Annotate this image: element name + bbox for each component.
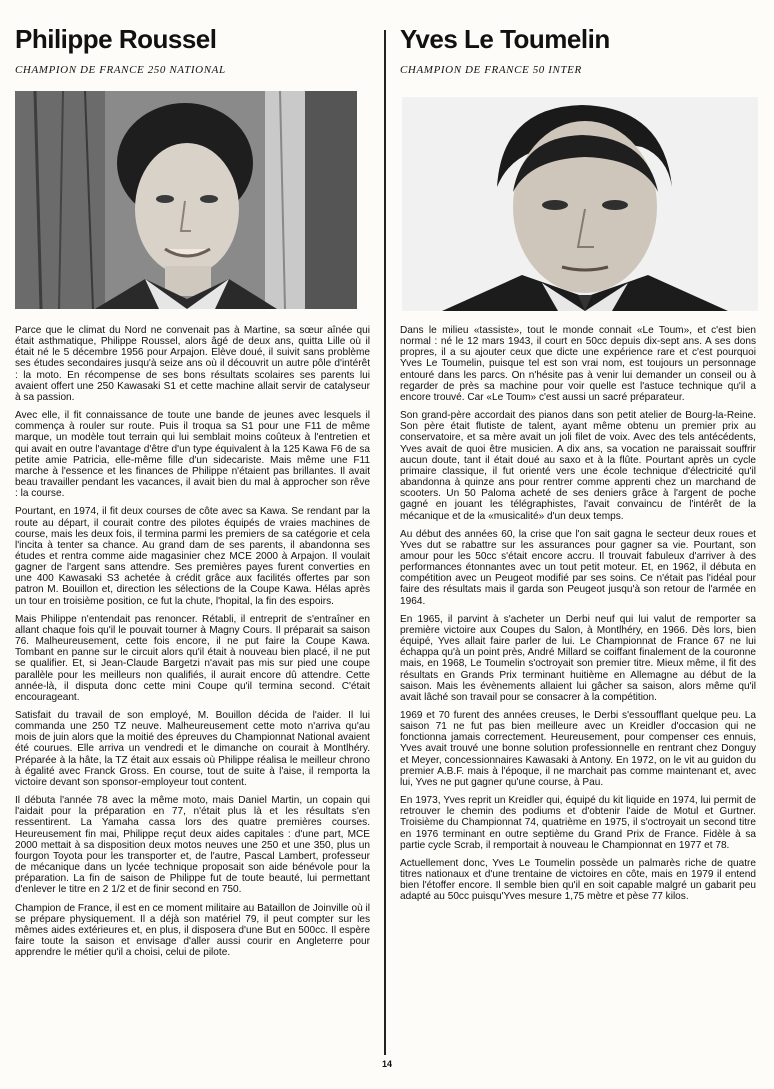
article-body <box>15 325 370 965</box>
paragraph: 1969 et 70 furent des années creuses, le Derbi s'essoufflant quelque peu. La saison 71 ne fut pas bien meilleure avec un Kreidler d'occasion qui ne fonctionna jamais correctement. Heureusement, pour compenser ces ennuis, Yves avait trouvé une bonne solution professionnelle en rentrant chez Donguy et Meyer, concessionnaires Kawasaki à Antony. En 1972, on le vit au guidon du premier A.B.F. mais à l'époque, il ne marchait pas comme maintenant et, avec lui, Yves ne put gagner qu'une course, à Pau. <box>400 710 756 788</box>
portrait-photo <box>402 97 758 311</box>
paragraph: Actuellement donc, Yves Le Toumelin possède un palmarès riche de quatre titres nationaux et d'une trentaine de victoires en côte, mais en 1979 il entend bien l'étoffer encore. Il semble bien qu'il en soit capable malgré un gabarit peu adapté au 50cc puisqu'Yves mesure 1,75 mètre et pèse 77 kilos. <box>400 857 756 903</box>
paragraph: Satisfait du travail de son employé, M. Bouillon décida de l'aider. Il lui commanda une 250 TZ neuve. Malheureusement cette moto n'arriva qu'au mois de juin alors que la moitié des épreuves du Championnat National avaient été courues. Elle arriva un vendredi et le dimanche on courait à Montlhéry. Préparée à la hâte, la TZ était aux essais où Philippe réalisa le meilleur chrono à égalité avec Franck Gross. En course, tout de suite à l'aise, il remporta la victoire devant son sponsor-employeur tout content. <box>15 710 370 788</box>
article-body <box>400 325 756 910</box>
paragraph: Avec elle, il fit connaissance de toute une bande de jeunes avec lesquels il commença à rouler sur route. Puis il troqua sa S1 pour une F11 de même marque, un modèle tout terrain qui lui semblait moins coûteux à l'entretien et qui avait en outre l'avantage d'être d'un type équivalent à la 125 Kawa F6 de sa petite amie Patricia, elle-même fille d'un sidecariste. Mais même une F11 marche à l'essence et les finances de Philippe n'étaient pas brillantes. Il avait beau travailler pendant les vacances, il avait bien du mal à approcher son rêve : la course. <box>15 410 370 500</box>
paragraph: Il débuta l'année 78 avec la même moto, mais Daniel Martin, un copain qui l'aidait pour la préparation en 77, n'était plus là et les résultats s'en ressentirent. La Yamaha cassa lors des quatre premières courses. Heureusement fin mai, Philippe reçut deux aides capitales : d'une part, MCE 2000 mettait à sa disposition deux motos neuves une 250 et une 350, plus un fourgon Toyota pour les transporter et, de l'autre, Pascal Lambert, professeur de mécanique dans un lycée technique proposait son aide bénévole pour la préparation. La fin de saison de Philippe fut de toute beauté, lui permettant d'enlever le titre en 2 1/2 et de finir second en 750. <box>15 795 370 896</box>
article-title: Yves Le Toumelin <box>400 24 610 54</box>
article-title: Philippe Roussel <box>15 24 217 54</box>
article-subtitle: CHAMPION DE FRANCE 50 INTER <box>400 64 582 76</box>
paragraph: Champion de France, il est en ce moment militaire au Bataillon de Joinville où il se prépare physiquement. Il a déjà son matériel 79, il peut compter sur les mêmes aides extérieures et, en plus, il disposera d'une But en 500cc. Il espère faire toute la saison et envisage d'aller aussi courir en Angleterre pour apprendre le métier qu'il a choisi, celui de pilote. <box>15 902 370 959</box>
paragraph: Son grand-père accordait des pianos dans son petit atelier de Bourg-la-Reine. Son père était flutiste de talent, ayant même obtenu un premier prix au conservatoire, et sa mère avait un joli filet de voix. Avec des tels antécédents, Yves avait de quoi être musicien. A dix ans, sa vocation ne paraissait souffrir aucun doute, tant il était doué au saxo et à la flûte. Pourtant après un cycle primaire classique, il fut orienté vers une école technique d'électricité qu'il abandonna à quinze ans pour rentrer comme apprenti chez un marchand de scooters. Un 50 Paloma acheté de ses deniers grâce à l'argent de poche gagné en jouant les télégraphistes, l'avait convaincu de l'intérêt de la mécanique et de la «musicalité» d'un deux temps. <box>400 410 756 522</box>
paragraph: Parce que le climat du Nord ne convenait pas à Martine, sa sœur aînée qui était asthmatique, Philippe Roussel, alors âgé de deux ans, quitta Lille où il était né le 5 décembre 1956 pour Arpajon. Elève doué, il suivit sans problème ses études secondaires jusqu'à seize ans où il découvrit un autre pôle d'intérêt : la moto. En récompense de ses bons résultats scolaires ses parents lui avaient offert une 250 Kawasaki S1 et cette machine allait servir de catalyseur à sa passion. <box>15 325 370 403</box>
portrait-photo <box>15 91 357 309</box>
column-divider <box>384 30 386 1055</box>
page-number: 14 <box>381 1059 392 1069</box>
paragraph: Mais Philippe n'entendait pas renoncer. Rétabli, il entreprit de s'entraîner en allant chaque fois qu'il le pouvait tourner à Magny Cours. Il préparait sa saison 76. Malheureusement, cette fois encore, il ne put faire la Coupe Kawa. Tombant en panne sur le circuit alors qu'il était à nouveau bien placé, il ne put se qualifier. Et, si Jean-Claude Bargetzi n'avait pas mis sur pied une coupe parallèle pour les meilleurs non qualifiés, il aurait encore dû attendre. Cette année-là, il disputa donc cette mini Coupe qu'il termina second. C'était encourageant. <box>15 613 370 703</box>
paragraph: Pourtant, en 1974, il fit deux courses de côte avec sa Kawa. Se rendant par la route au départ, il courait contre des pilotes équipés de vraies machines de course, mais les deux fois, il termina parmi les premiers de sa catégorie et cela l'incita à tenter sa chance. Au grand dam de ses parents, il abandonna ses études et rentra comme aide magasinier chez MCE 2000 à Arpajon. Il voulait gagner de l'argent sans attendre. Ses premières payes furent converties en une 400 Kawasaki S3 achetée à crédit grâce aux facilités offertes par son patron M. Bouillon et, direction les sélections de la Coupe Kawa. Hélas après un tour en troisième position, ce fut la chute, l'hopital, la fin des espoirs. <box>15 506 370 607</box>
paragraph: Au début des années 60, la crise que l'on sait gagna le secteur deux roues et Yves dut se rabattre sur les assurances pour gagner sa vie. Pourtant, son amour pour les 50cc s'était encore accru. Il trouvait fabuleux d'arriver à des performances étonnantes avec un tout petit moteur. Et, en 1962, il débuta en compétition avec un Peugeot modifié par ses soins. Ce n'était pas l'idéal pour faire des résultats mais il garda son Peugeot jusqu'à son retour de l'armée en 1964. <box>400 528 756 607</box>
paragraph: En 1965, il parvint à s'acheter un Derbi neuf qui lui valut de remporter sa première victoire aux Coupes du Salon, à Montlhéry, en 1966. Dès lors, bien équipé, Yves allait faire parler de lui. Le Championnat de France 67 ne lui échappa qu'à un point près, André Millard se coiffant finalement de la couronne mais, en 1968, Le Toumelin s'octroyait son premier titre. Mieux même, il fit des résultats en Grands Prix terminant huitième en Allemagne au début de la saison. Mais les évènements allaient lui gâcher sa saison, alors même qu'il avait lâché son travail pour se consacrer à la compétition. <box>400 613 756 703</box>
article-subtitle: CHAMPION DE FRANCE 250 NATIONAL <box>15 64 226 76</box>
paragraph: Dans le milieu «tassiste», tout le monde connait «Le Toum», et c'est bien normal : né le 12 mars 1943, il court en 50cc depuis dix-sept ans. A ses dons propres, il a su ajouter ceux que dicte une expérience rare et c'est pourquoi Yves Le Toumelin, puisque tel est son vrai nom, est toujours un personnage entouré dans les parcs. On n'hésite pas à venir lui demander un conseil ou à regarder de près sa machine pour voir quelle est l'astuce technique qu'il a encore trouvé. Car «Le Toum» c'est aussi un sacré préparateur. <box>400 325 756 403</box>
paragraph: En 1973, Yves reprit un Kreidler qui, équipé du kit liquide en 1974, lui permit de retrouver le chemin des podiums et d'obtenir l'aide de Motul et Gurtner. Troisième du Championnat 74, quatrième en 1975, il s'octroyait un second titre en 1976 terminant en outre septième du Grand Prix de France. Fidèle à sa partie cycle Scrab, il remportait à nouveau le Championnat en 1977 et 78. <box>400 795 756 851</box>
